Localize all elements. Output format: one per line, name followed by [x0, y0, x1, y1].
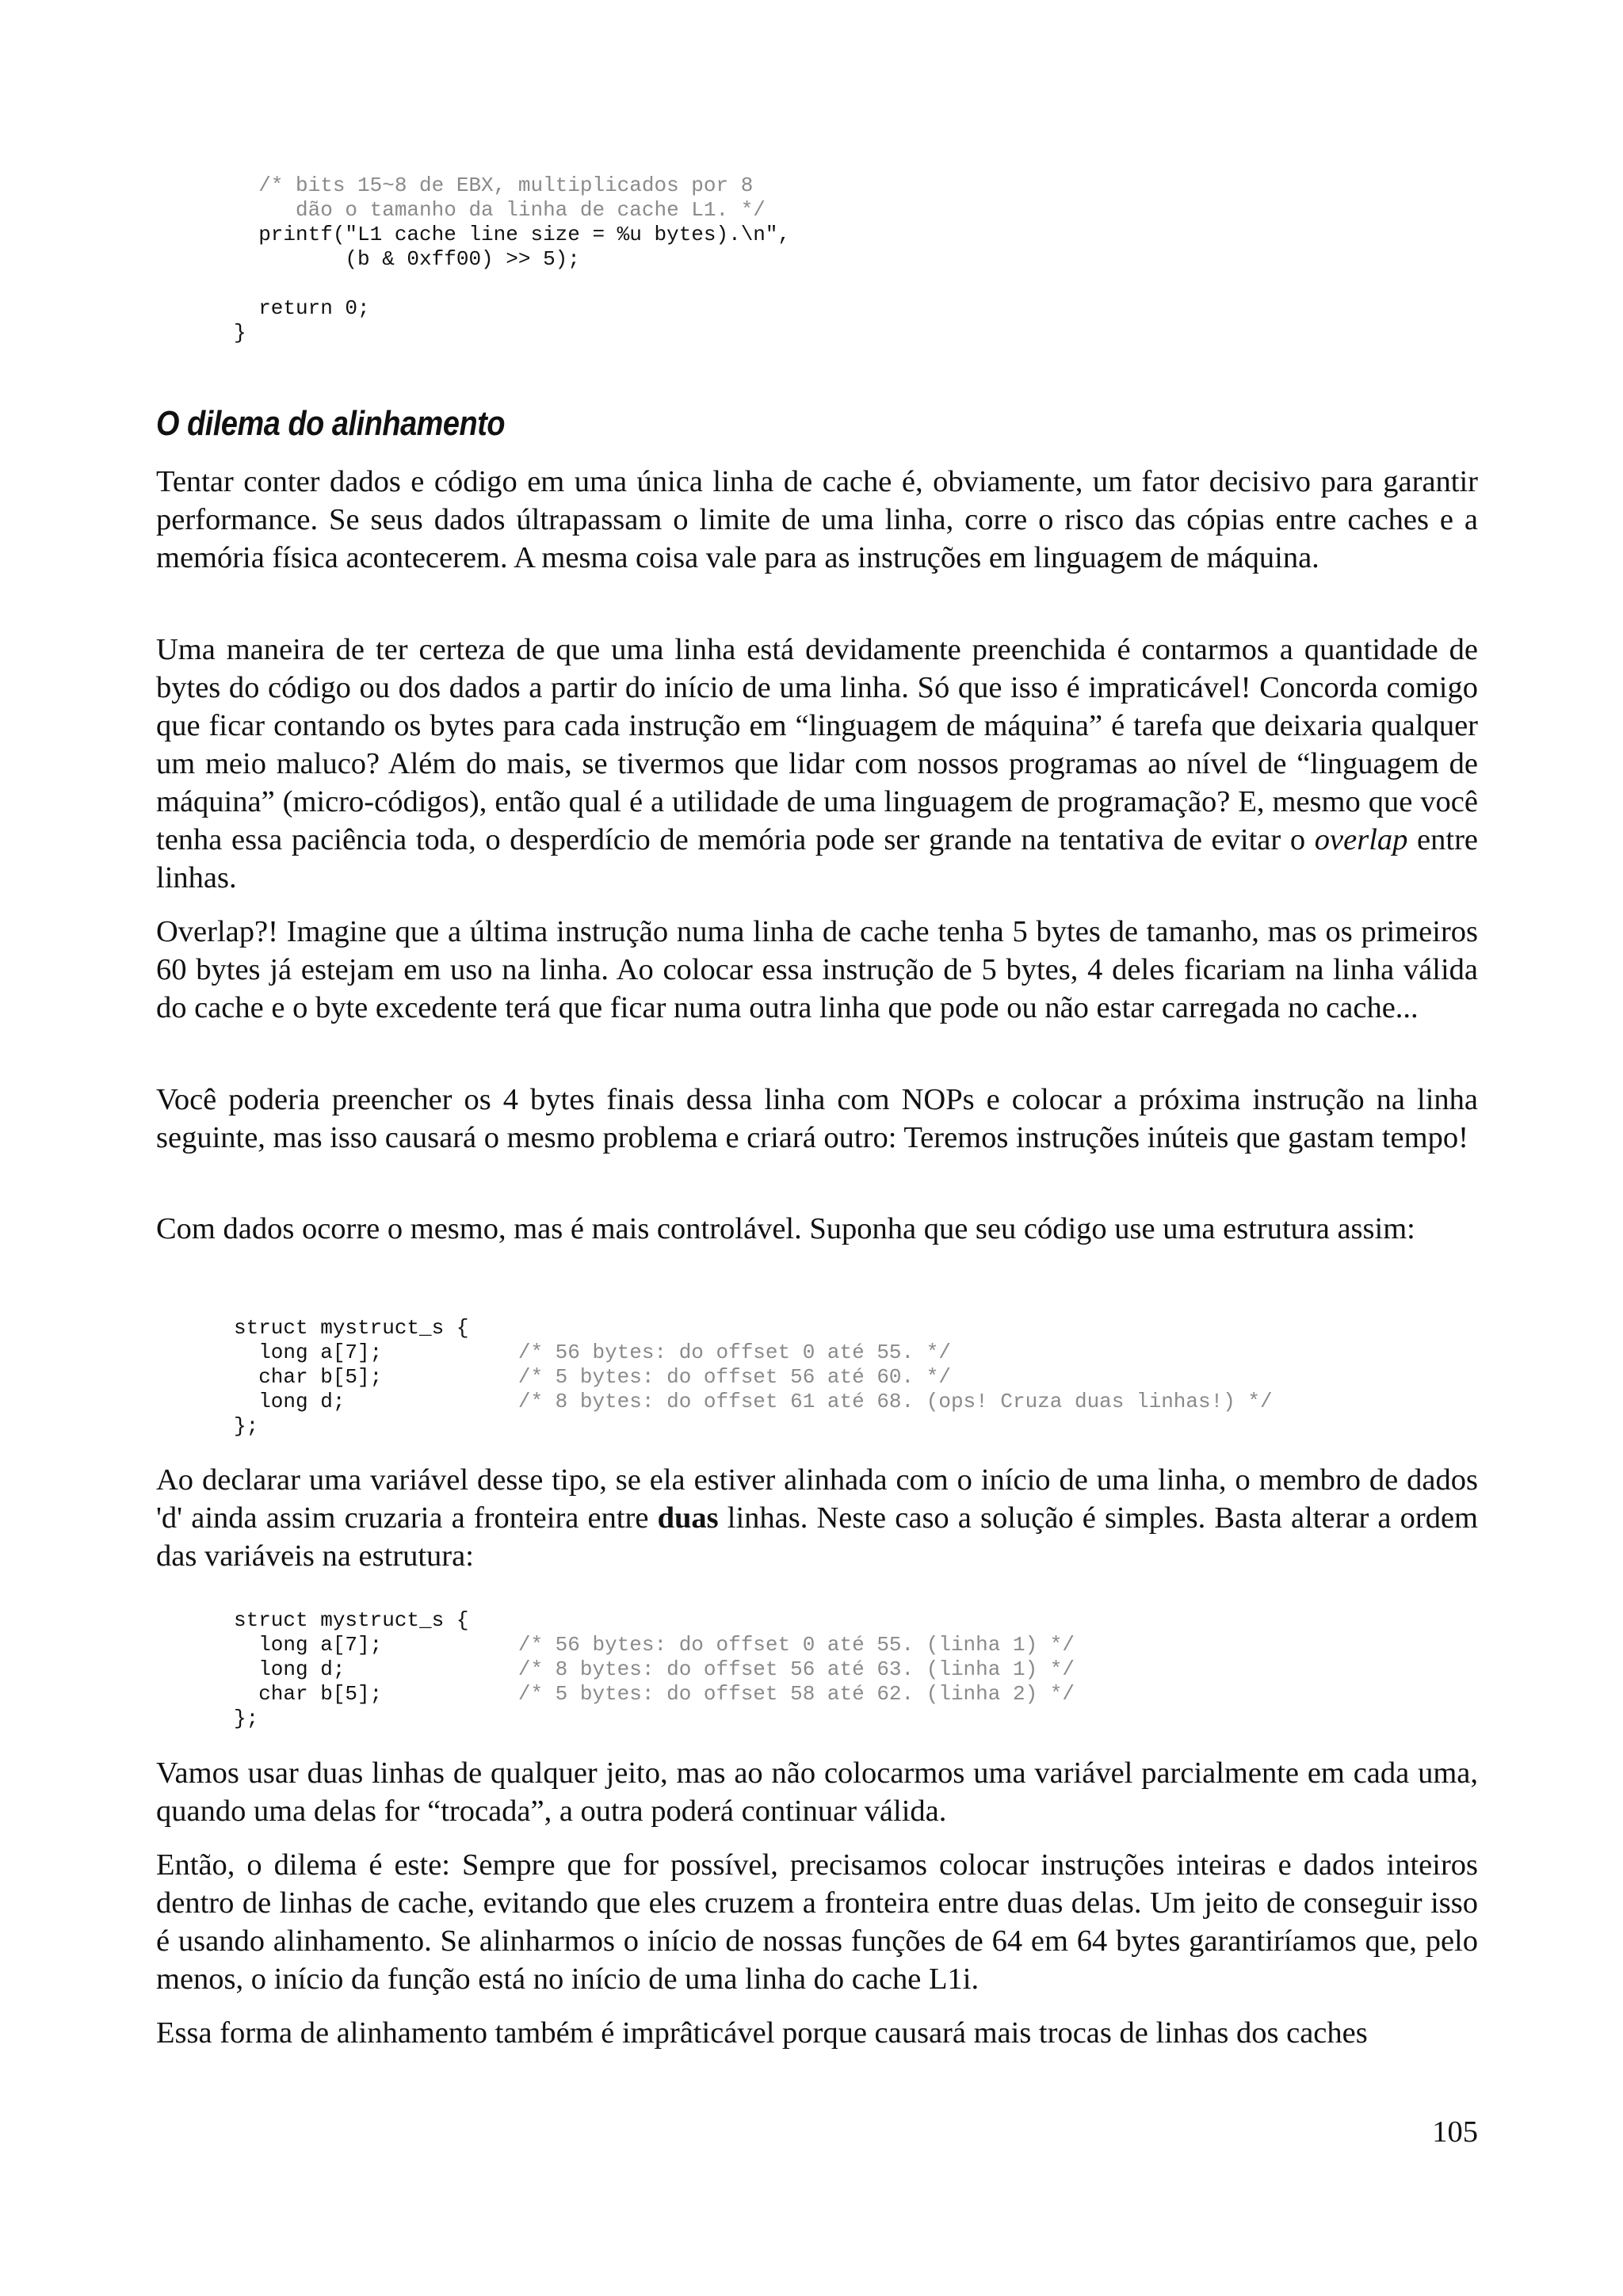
code-line: struct mystruct_s {	[234, 1608, 469, 1632]
code-line: char b[5];	[234, 1365, 518, 1389]
paragraph: Overlap?! Imagine que a última instrução numa linha de cache tenha 5 bytes de tamanho, mas os primeiros 60 bytes já estejam em uso na linha. Ao colocar essa instrução de 5 bytes, 4 deles ficariam na linha válida do cache e o byte excedente terá que ficar numa outra linha que pode ou não estar carregada no cache...	[156, 915, 1478, 1024]
paragraph: Vamos usar duas linhas de qualquer jeito, mas ao não colocarmos uma variável parcialmente em cada uma, quando uma delas for “trocada”, a outra poderá continuar válida.	[156, 1756, 1478, 1828]
bold-text: duas	[657, 1501, 719, 1535]
code-comment: dão o tamanho da linha de cache L1. */	[234, 198, 766, 222]
paragraph: Essa forma de alinhamento também é imprâticável porque causará mais trocas de linhas dos caches	[156, 2016, 1368, 2050]
paragraph-text: Ao declarar uma variável desse tipo, se ela estiver alinhada com o início de uma linha, o membro de dados 'd' ainda assim cruzaria a fronteira entre	[156, 1463, 1478, 1535]
paragraph	[156, 1461, 1478, 1575]
code-line: long a[7];	[234, 1341, 518, 1364]
code-line: (b & 0xff00) >> 5);	[234, 247, 580, 271]
code-comment: /* 8 bytes: do offset 61 até 68. (ops! Cruza duas linhas!) */	[517, 1390, 1273, 1413]
code-line: return 0;	[234, 296, 370, 320]
code-line: struct mystruct_s {	[234, 1316, 469, 1340]
code-line: long d;	[234, 1390, 518, 1413]
section-heading: O dilema do alinhamento	[156, 404, 506, 443]
paragraph-text: linhas. Neste caso a solução é simples. Basta alterar a ordem das variáveis na estrutura:	[156, 1501, 1478, 1573]
paragraph-text: Uma maneira de ter certeza de que uma linha está devidamente preenchida é contarmos a quantidade de bytes do código ou dos dados a partir do início de uma linha. Só que isso é impraticável! Concorda comigo que ficar contando os bytes para cada instrução em “linguagem de máquina” é tarefa que deixaria qualquer um meio maluco? Além do mais, se tivermos que lidar com nossos programas ao nível de “linguagem de máquina” (micro-códigos), então qual é a utilidade de uma linguagem de programação? E, mesmo que você tenha essa paciência toda, o desperdício de memória pode ser grande na tentativa de evitar o	[156, 633, 1478, 856]
code-line: }	[234, 321, 246, 345]
page-number: 105	[1432, 2115, 1478, 2149]
code-line: char b[5];	[234, 1682, 518, 1706]
code-comment: /* 5 bytes: do offset 58 até 62. (linha 2) */	[517, 1682, 1075, 1706]
code-listing-struct	[234, 1316, 1273, 1439]
code-line: long d;	[234, 1657, 518, 1681]
code-comment: /* 5 bytes: do offset 56 até 60. */	[517, 1365, 951, 1389]
code-listing-return	[234, 296, 370, 345]
code-comment: /* 56 bytes: do offset 0 até 55. (linha 1) */	[517, 1633, 1075, 1657]
code-listing-struct-reordered	[234, 1608, 1075, 1731]
code-line: };	[234, 1414, 259, 1438]
code-line: };	[234, 1707, 259, 1730]
emphasis-text: overlap	[1314, 823, 1408, 856]
paragraph: Tentar conter dados e código em uma única linha de cache é, obviamente, um fator decisivo para garantir performance. Se seus dados últrapassam o limite de uma linha, corre o risco das cópias entre caches e a memória física acontecerem. A mesma coisa vale para as instruções em linguagem de máquina.	[156, 465, 1478, 574]
code-comment: /* 56 bytes: do offset 0 até 55. */	[517, 1341, 951, 1364]
paragraph: Você poderia preencher os 4 bytes finais dessa linha com NOPs e colocar a próxima instrução na linha seguinte, mas isso causará o mesmo problema e criará outro: Teremos instruções inúteis que gastam tempo!	[156, 1083, 1478, 1154]
code-comment: /* 8 bytes: do offset 56 até 63. (linha 1) */	[517, 1657, 1075, 1681]
code-line: long a[7];	[234, 1633, 518, 1657]
code-comment: /* bits 15~8 de EBX, multiplicados por 8	[234, 174, 754, 197]
paragraph: Então, o dilema é este: Sempre que for possível, precisamos colocar instruções inteiras e dados inteiros dentro de linhas de cache, evitando que eles cruzem a fronteira entre duas delas. Um jeito de conseguir isso é usando alinhamento. Se alinharmos o início de nossas funções de 64 em 64 bytes garantiríamos que, pelo menos, o início da função está no início de uma linha do cache L1i.	[156, 1848, 1478, 1996]
paragraph: Com dados ocorre o mesmo, mas é mais controlável. Suponha que seu código use uma estrutura assim:	[156, 1212, 1415, 1245]
paragraph-text: entre linhas.	[156, 823, 1478, 894]
paragraph	[156, 631, 1478, 897]
code-listing-tail	[234, 174, 790, 272]
code-line: printf("L1 cache line size = %u bytes).\n",	[234, 223, 791, 246]
